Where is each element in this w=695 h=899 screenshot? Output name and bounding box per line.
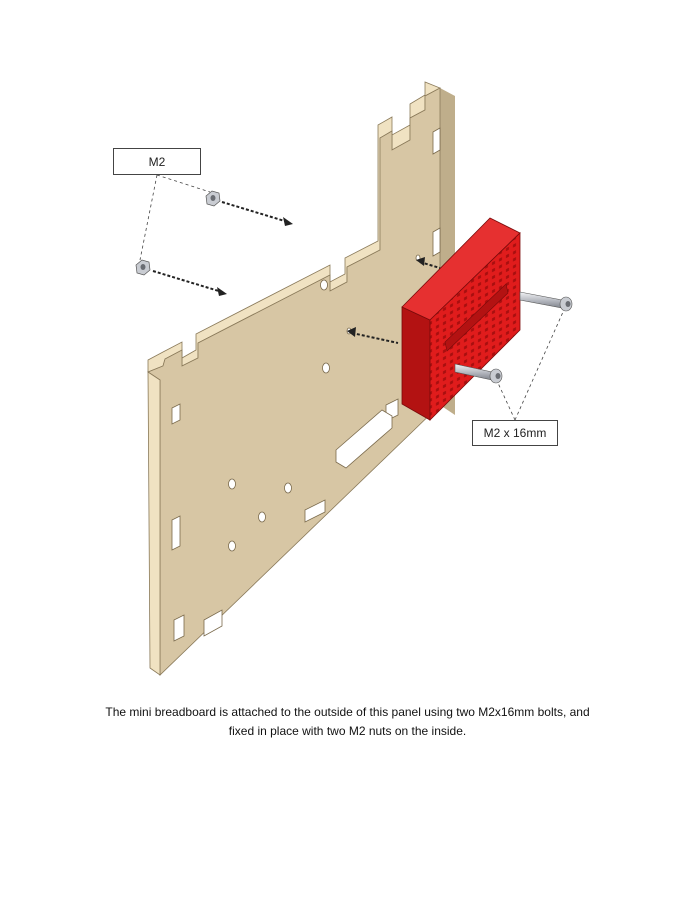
caption-line: fixed in place with two M2 nuts on the inside. — [228, 724, 467, 738]
nut-callout-label: M2 — [113, 148, 201, 175]
slot — [433, 128, 440, 154]
arrow — [222, 202, 288, 222]
hole — [285, 483, 292, 493]
slot — [174, 615, 184, 641]
arrow — [153, 271, 222, 292]
slot — [172, 404, 180, 424]
nut — [136, 260, 150, 275]
hole — [259, 512, 266, 522]
panel-left-edge — [148, 372, 160, 675]
bolt — [520, 292, 572, 311]
arrowhead — [283, 217, 293, 226]
nut — [206, 191, 220, 206]
hole — [321, 280, 328, 290]
panel-face — [148, 88, 440, 675]
bolt-callout-label: M2 x 16mm — [472, 420, 558, 446]
nuts — [136, 191, 220, 275]
slot — [172, 516, 180, 550]
breadboard-side — [402, 307, 430, 420]
hole — [229, 479, 236, 489]
slot — [433, 228, 440, 256]
hole — [229, 541, 236, 551]
caption — [60, 703, 635, 741]
arrowhead — [217, 287, 227, 296]
caption-line: The mini breadboard is attached to the outside of this panel using two M2x16mm bolts, and — [105, 705, 590, 719]
hole — [323, 363, 330, 373]
